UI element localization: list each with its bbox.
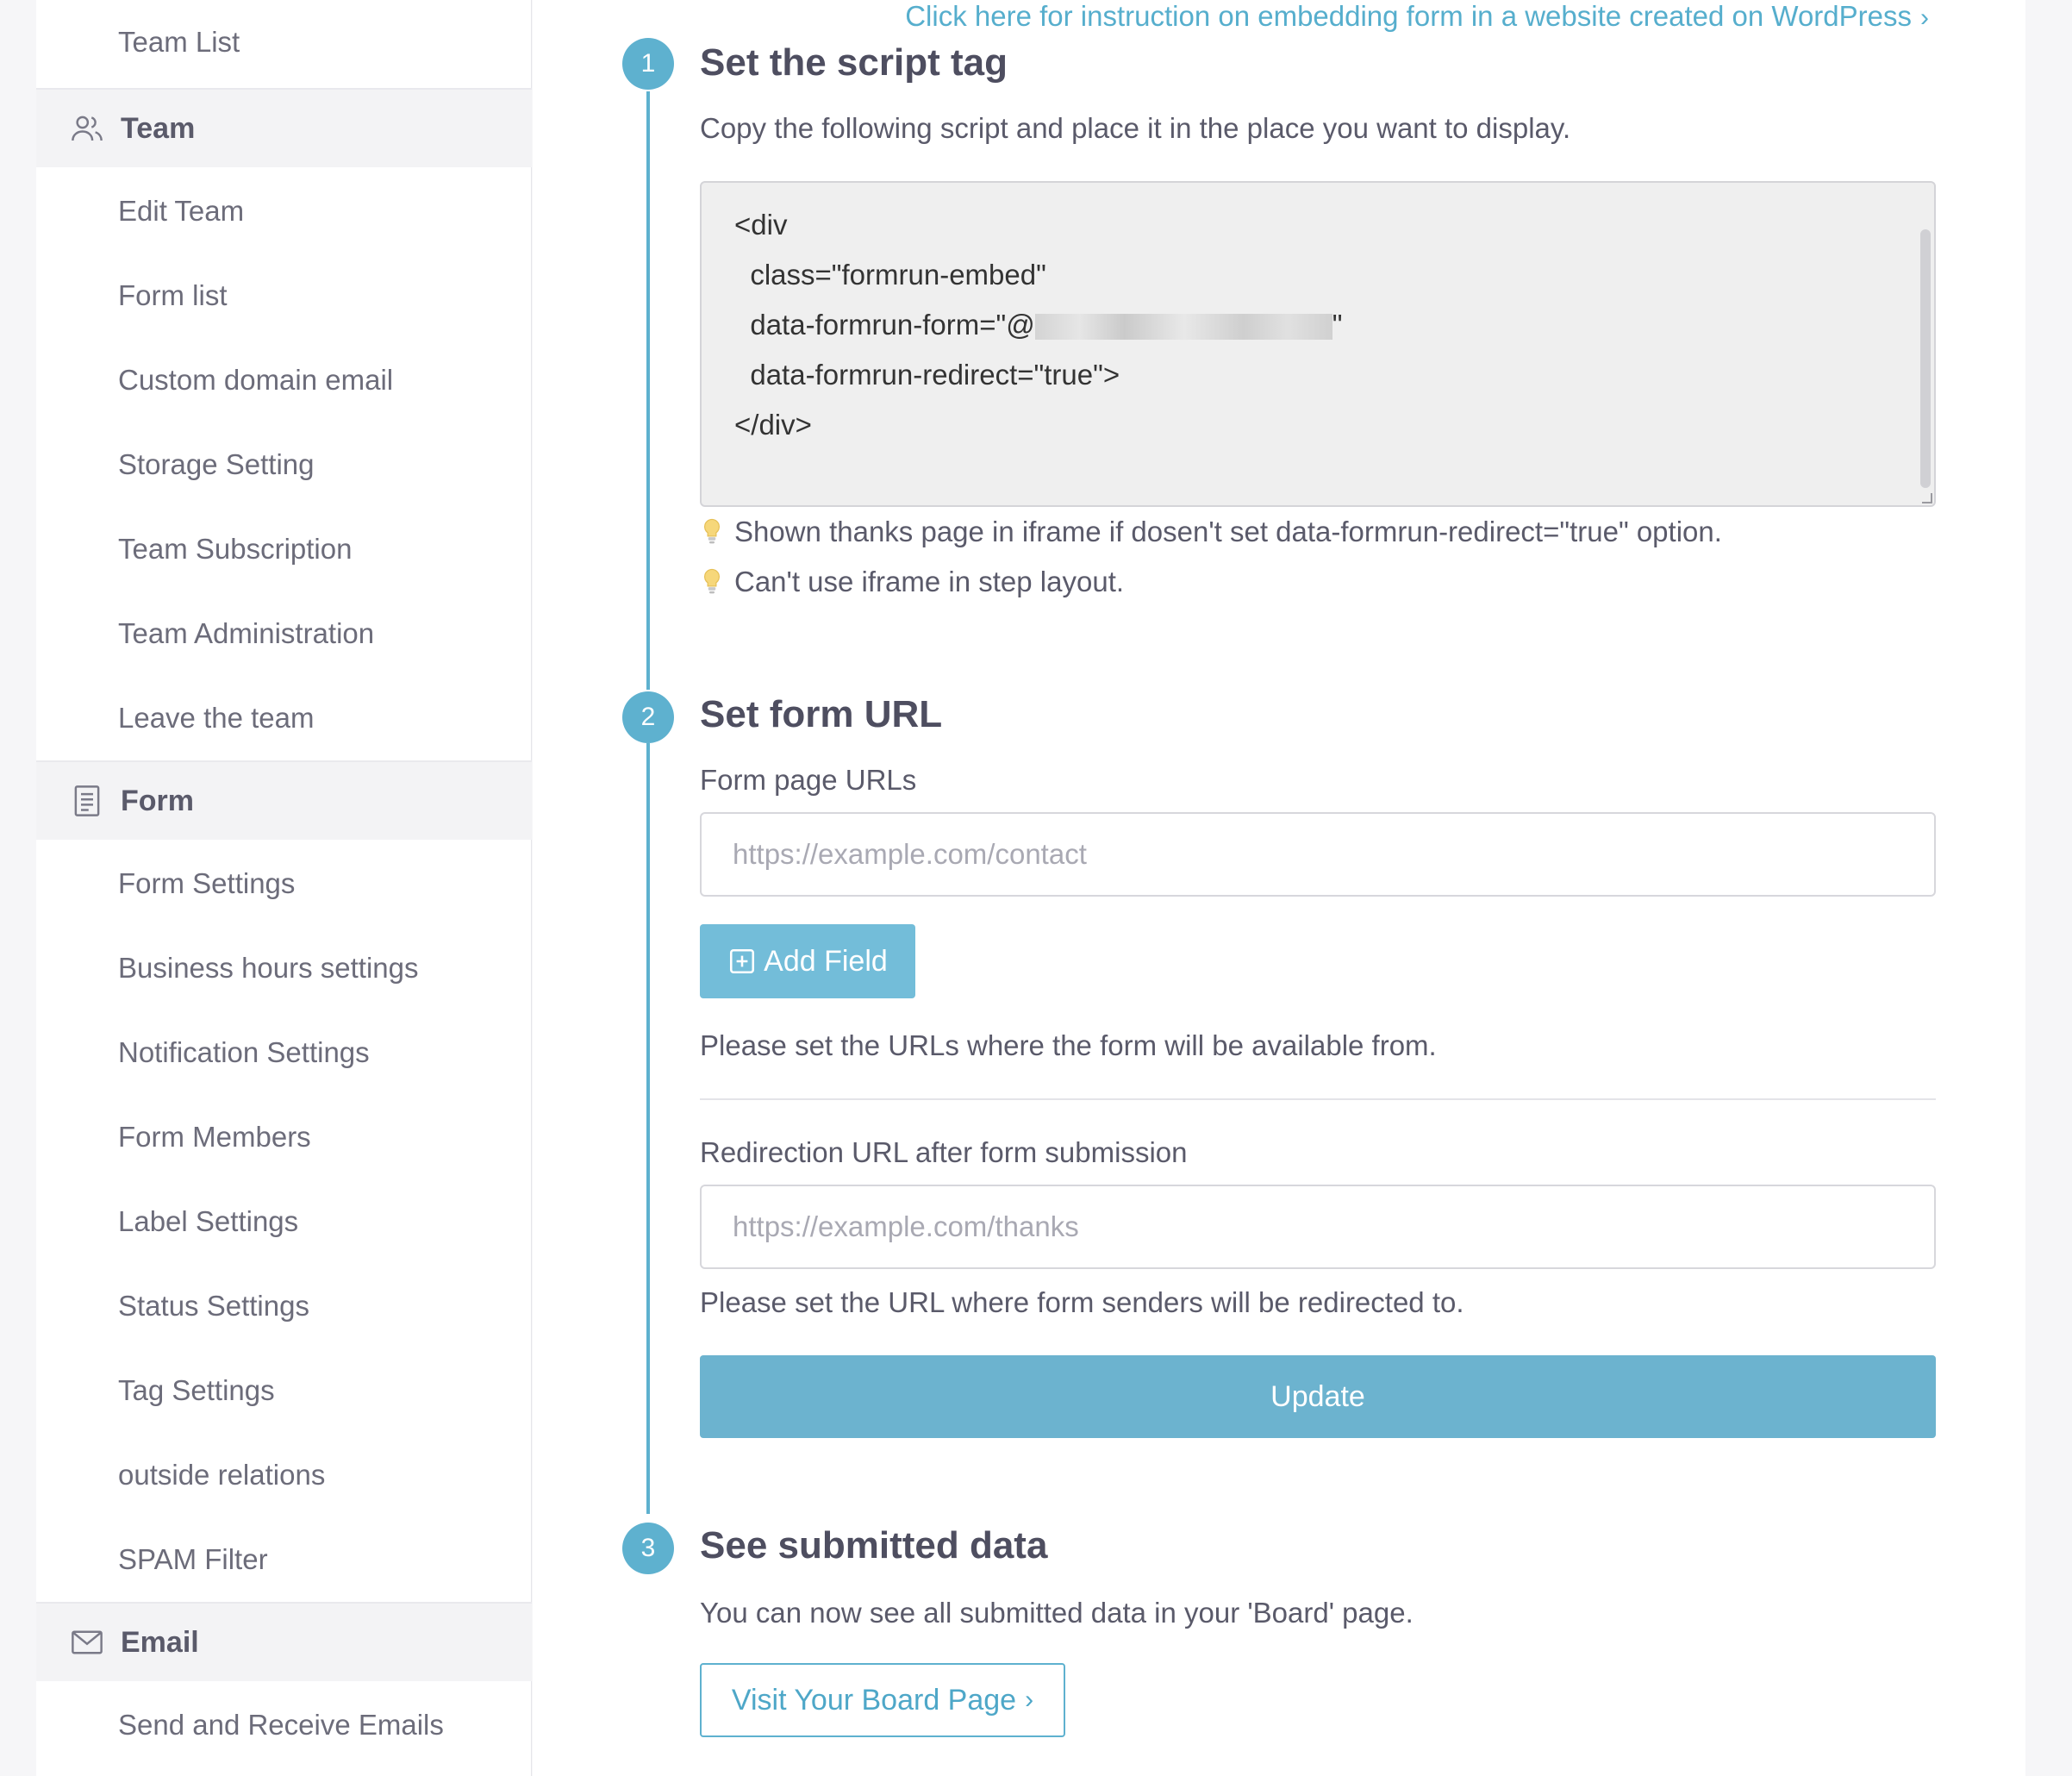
sidebar-item-team-list[interactable]: Team List	[118, 26, 240, 58]
update-button[interactable]	[700, 1355, 1936, 1438]
code-line: data-formrun-redirect="true">	[734, 359, 1120, 391]
step-title: Set the script tag	[700, 41, 1008, 84]
redirect-url-label: Redirection URL after form submission	[700, 1136, 1188, 1168]
add-field-button[interactable]	[700, 924, 915, 998]
sidebar-item-team-subscription[interactable]: Team Subscription	[118, 533, 353, 565]
visit-board-label: Visit Your Board Page	[731, 1683, 1017, 1717]
redirect-url-input[interactable]	[700, 1185, 1936, 1269]
update-label: Update	[1270, 1379, 1365, 1413]
sidebar-item-label-settings[interactable]: Label Settings	[118, 1205, 299, 1237]
chevron-right-icon: ›	[1920, 3, 1929, 32]
sidebar-item-edit-team[interactable]: Edit Team	[118, 195, 245, 227]
team-icon	[69, 110, 105, 147]
step-title: See submitted data	[700, 1524, 1048, 1567]
tip-text: Shown thanks page in iframe if dosen't set data-formrun-redirect="true" option.	[734, 516, 1722, 547]
visit-board-button[interactable]	[700, 1663, 1065, 1737]
sidebar-item-spam-filter[interactable]: SPAM Filter	[118, 1543, 268, 1575]
sidebar-item-form-list[interactable]: Form list	[118, 279, 228, 311]
timeline-line	[646, 743, 650, 1514]
chevron-right-icon: ›	[1025, 1685, 1034, 1714]
tip	[700, 516, 1722, 548]
sidebar-item-status-settings[interactable]: Status Settings	[118, 1290, 309, 1322]
envelope-icon	[69, 1624, 105, 1660]
sidebar-section-team[interactable]	[36, 88, 532, 167]
sidebar-item-notification-settings[interactable]: Notification Settings	[118, 1036, 370, 1068]
sidebar-item-leave-team[interactable]: Leave the team	[118, 702, 315, 734]
tip	[700, 566, 1124, 598]
step-title: Set form URL	[700, 693, 943, 735]
sidebar-item-send-receive-emails[interactable]: Send and Receive Emails	[118, 1709, 444, 1741]
code-scrollbar[interactable]	[1920, 229, 1931, 488]
lightbulb-icon	[700, 517, 724, 547]
form-url-input[interactable]	[700, 812, 1936, 897]
form-urls-help-text: Please set the URLs where the form will be available from.	[700, 1029, 1437, 1061]
sidebar-item-form-settings[interactable]: Form Settings	[118, 867, 296, 899]
step-number-badge: 2	[622, 691, 674, 743]
code-line: class="formrun-embed"	[734, 259, 1046, 291]
sidebar-item-form-members[interactable]: Form Members	[118, 1121, 311, 1153]
sidebar-item-storage-setting[interactable]: Storage Setting	[118, 448, 315, 480]
lightbulb-icon	[700, 567, 724, 597]
add-field-label: Add Field	[764, 944, 888, 978]
resize-handle-icon[interactable]	[1922, 493, 1932, 503]
sidebar-item-business-hours[interactable]: Business hours settings	[118, 952, 419, 984]
timeline-line	[646, 91, 650, 690]
step-number-badge: 3	[622, 1523, 674, 1574]
code-line	[734, 300, 1934, 350]
step-number-badge: 1	[622, 38, 674, 90]
sidebar-item-custom-domain-email[interactable]: Custom domain email	[118, 364, 394, 396]
sidebar-section-form[interactable]	[36, 760, 532, 840]
sidebar-section-label: Team	[121, 111, 196, 145]
wordpress-link-label: Click here for instruction on embedding form in a website created on WordPress	[905, 0, 1912, 32]
redirect-help-text: Please set the URL where form senders will be redirected to.	[700, 1286, 1464, 1318]
sidebar-section-label: Form	[121, 784, 194, 817]
redacted-form-id	[1035, 314, 1332, 340]
plus-square-icon	[727, 947, 757, 976]
wordpress-instruction-link[interactable]	[905, 0, 1929, 33]
sidebar-section-email[interactable]	[36, 1602, 532, 1681]
form-document-icon	[69, 783, 105, 819]
sidebar-section-label: Email	[121, 1625, 199, 1659]
sidebar-item-tag-settings[interactable]: Tag Settings	[118, 1374, 275, 1406]
sidebar-item-team-administration[interactable]: Team Administration	[118, 617, 375, 649]
step-description: You can now see all submitted data in your 'Board' page.	[700, 1597, 1414, 1629]
code-line: <div	[734, 209, 788, 241]
code-line-prefix: data-formrun-form="@	[734, 309, 1035, 341]
divider	[700, 1098, 1936, 1100]
sidebar-item-outside-relations[interactable]: outside relations	[118, 1459, 326, 1491]
code-line: </div>	[734, 409, 812, 441]
step-description: Copy the following script and place it in the place you want to display.	[700, 112, 1571, 144]
tip-text: Can't use iframe in step layout.	[734, 566, 1125, 597]
code-line-suffix: "	[1332, 309, 1343, 341]
sidebar	[36, 0, 532, 1776]
form-urls-label: Form page URLs	[700, 764, 917, 796]
script-code-textarea[interactable]	[700, 181, 1936, 507]
main-content	[533, 0, 2025, 1776]
